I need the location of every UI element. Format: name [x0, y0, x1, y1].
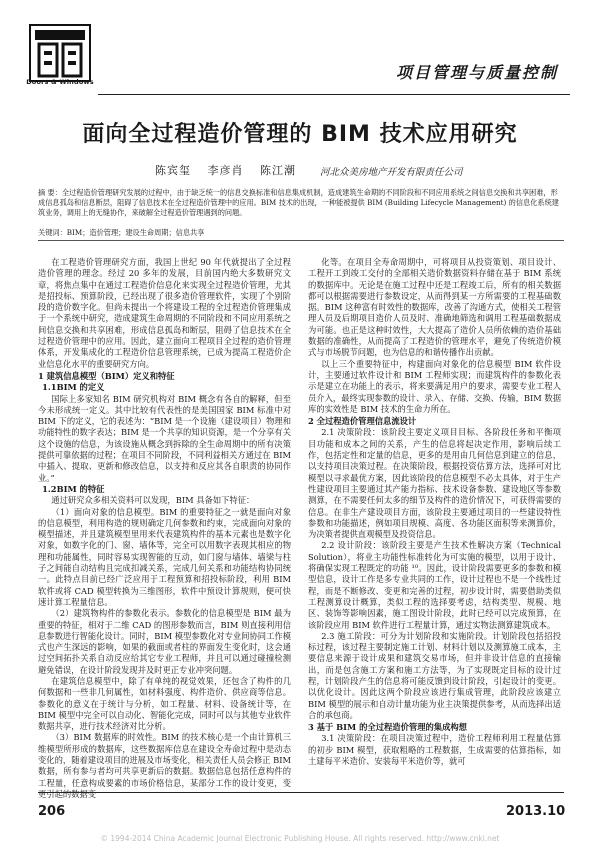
- section-heading: 1 建筑信息模型（BIM）定义和特征: [38, 370, 175, 381]
- paragraph: 2.2 设计阶段：该阶段主要是产生技术性解决方案（Technical Solution），将业主功能性标准转化为可实施的模型，以用于设计、将确保实现工程既定的功能 ¹⁰。因此，设计阶段需要更多的参数和模型信息，设计工作是多专业共同的工作，设计过程也不是一个线性过程，而是不断修改、变更和完善的过程，初步设计时，需要借助类似工程测算设计概算，类似工程的选择要考虑，结构类型、规模、地区、装饰等影响因素，施工图设计阶段，此时已经可以完成预算，在该阶段应用 BIM 软件进行工程量计算，通过实物法测算建筑成本。: [308, 540, 561, 630]
- affiliation: 河北众美房地产开发有限责任公司: [320, 167, 463, 178]
- footer-rule: [38, 792, 564, 793]
- paragraph: （2）建筑物构件的参数化表示。参数化的信息模型是 BIM 最为重要的特征，相对于二维 CAD 的图形参数而言，BIM 则直接利用信息参数进行智能化设计。同时，BIM 模型参数化对专业间协同工作模式也产生深远的影响，如果的截面或者柱的界面发生变化时，这会通过空间拓扑关系自动反应给其它专业工程师，并且可以通过碰撞检测避免错误，在设计阶段发现并及时更正专业冲突问题。: [38, 608, 291, 675]
- paragraph: 2.1 决策阶段：该阶段主要定义项目目标、各阶段任务和平衡项目功能和成本之间的关系，产生的信息将起决定作用，影响后续工作，包括定性和定量的信息，更多的是用由几何信息到建立的信息，以支持项目决策过程。在决策阶段，根据投资估算方法，选择可对比模型以寻求最优方案，因此该阶段的信息模型不必太具体，对于生产性建设项目主要通过其产能力指标、技术设备参数、建设地区等参数测算，在不需要任何太多的细节及构件的造价情况下，可获得需要的信息。在非生产建设项目方面，该阶段主要通过项目的一些建设特性参数和功能描述，例如项目规模、高度、各功能区面积等来测算价，为决策者提供直观模型及投资信息。: [308, 427, 561, 540]
- logo-subtitle: Doors & Windows: [26, 78, 94, 86]
- paragraph: 通过研究众多相关资料可以发现，BIM 具备如下特征：: [51, 495, 255, 506]
- section-title: 项目管理与质量控制: [396, 63, 559, 82]
- paragraph: 在建筑信息模型中，除了有单纯的视觉效果，还包含了构件的几何数据和一些非几何属性，如材料强度、构件造价、供应商等信息。参数化的意义在于统计与分析，如工程量、材料、设备统计等，在 BIM 模型中完全可以自动化、智能化完成，同时可以与其他专业软件数据共享，进行技术经济对比分析。: [38, 675, 291, 732]
- paragraph: （1）面向对象的信息模型。BIM 的重要特征之一就是面向对象的信息模型，利用构造的规则确定几何参数和约束，完成面向对象的模型描述，并且建筑模型里用来代表建筑构件的基本元素也是数字化对象，如数字化的门、窗、墙体等，完全可以用数字表现其相应的物理和功能属性，同时容易实现智能的互动，如门窗与墙体、墙梁与柱子之间能自动结构且完成扣减关系，完成几何关系和功能结构协同统一。此特点目前已经广泛应用于工程预算和招投标阶段，利用 BIM 软件或将 CAD 模型转换为三维图形，软件中预设计算规则，便可快速计算工程量信息。: [38, 506, 291, 607]
- page-number: 206: [38, 804, 66, 819]
- paragraph: 以上三个重要特征中，构建面向对象化的信息模型 BIM 软件设计，主要通过软件设计和 BIM 工程师实现；而建筑构件的参数化表示是建立在功能上的表示，将来要满足用户的要求，需要专业工程人员介入，最终实现参数的设计、录入、存储、交换、传输，BIM 数据库的实效性是 BIM 技术的生命力所在。: [308, 358, 561, 414]
- section-heading: 1.1BIM 的定义: [42, 382, 105, 393]
- paragraph: 2.3 施工阶段：可分为计划阶段和实施阶段。计划阶段包括招投标过程，该过程主要制定施工计划、材料计划以及测算施工成本，主要信息来源于设计成果和建筑交易市场，但并非设计信息的直接输出，而是包含施工方案和施工方法等，为了实现既定目标的设计过程，计划阶段产生的信息将可能反馈到设计阶段，引起设计的变更。以优化设计。因此这两个阶段应该进行集成管理，此阶段应该建立 BIM 模型的展示和自动计量功能为业主决策提供参考，从而选择出适合的承包商。: [308, 630, 561, 720]
- keywords: 关键词：BIM；造价管理；建设生命周期；信息共享: [38, 228, 205, 237]
- paragraph: 在工程造价管理研究方面，我国上世纪 90 年代就提出了全过程造价管理的理念。经过 20 多年的发展，目前国内绝大多数研究文章，将焦点集中在通过工程造价信息化来实现全过程造价管理，尤其是招投标、预算阶段，已经出现了很多造价管理软件，实现了个别阶段的造价数字化。但尚未提出一个将建设工程的全过程造价管理集成于一个系统中研究，造成建筑生命周期的不同阶段和不同应用系统之间信息交换和共享困难，形成信息孤岛和断层，阻碍了信息技术在全过程造价管理中的应用。因此，建立面向工程项目全过程的造价管理体系，开发集成化的工程造价信息管理系统，已成为提高工程造价企业信息化水平的重要研究方向。: [38, 257, 291, 369]
- section-heading: 1.2BIM 的特征: [42, 483, 105, 494]
- journal-logo: [29, 24, 91, 82]
- article-title: 面向全过程造价管理的 BIM 技术应用研究: [82, 122, 518, 147]
- right-column: [308, 257, 561, 767]
- abstract: 摘 要：全过程造价管理研究发展的过程中，由于缺乏统一的信息交换标准和信息集成机制，造成建筑生命期的不同阶段和不同应用系统之间信息交换和共享困难，形成信息孤岛和信息断层，阻碍了信息技术在全过程造价管理中的应用。BIM 技术的出现，一种能被提供 BIM (Building Lifecycle Management) 的信息化系统建筑业务，调用上的无缝协作，来破解全过程造价管理遇到的问题。: [38, 188, 559, 218]
- header-rule: [98, 94, 570, 95]
- section-heading: 3 基于 BIM 的全过程造价管理的集成构想: [308, 722, 467, 733]
- paragraph: （3）BIM 数据库的时效性。BIM 的技术核心是一个由计算机三维模型所形成的数据库，这些数据库信息在建设全寿命过程中是动态变化的，随着建设项目的进展及市场变化，相关责任人员会修正 BIM 数据，所有参与者均可共享更新后的数据。数据信息包括任意构件的工程量，任意构成要素的市场价格信息，某部分工作的设计变更，变更引起的数据变: [38, 732, 291, 799]
- authors: 陈宾玺 李彦肖 陈江潮: [155, 164, 296, 177]
- section-heading: 2 全过程造价管理信息流设计: [308, 416, 417, 427]
- issue-number: 2013.10: [506, 804, 566, 819]
- left-column: [38, 257, 291, 800]
- abstract-rule: [38, 240, 564, 241]
- copyright-notice: © 1994-2014 China Academic Journal Electronic Publishing House. All rights reserved. http://www.cnki.net: [100, 834, 500, 843]
- paragraph: 国际上多家知名 BIM 研究机构对 BIM 概念有各自的解释，但至今未形成统一定义。其中比较有代表性的是美国国家 BIM 标准中对 BIM 下的定义，它的表述为：“BIM 是一个设施（建设项目）物理和功能特性的数字表达；BIM 是一个共享的知识资源，是一个分享有关这个设施的信息，为该设施从概念到拆除的全生命周期中的所有决策提供可靠依据的过程；在项目不同阶段，不同利益相关方通过在 BIM 中插入、提取、更新和修改信息，以支持和反应其各自职责的协同作业。”: [38, 393, 291, 483]
- paragraph: 3.1 决策阶段：在项目决策过程中，造价工程师利用工程量估算的初步 BIM 模型，获取粗略的工程数据，生成需要的估算指标，如土建每平米造价、安装每平米造价等，就可: [308, 733, 561, 767]
- paragraph: 化等。在项目全寿命周期中，可将项目从投资策划、项目设计、工程开工到竣工交付的全部相关造价数据资料存储在基于 BIM 系统的数据库中。无论是在施工过程中还是工程竣工后，所有的相关数据都可以根据需要进行参数设定，从而得到某一方所需要的工程基础数据。BIM 这种富有时效性的数据库，改善了沟通方式，使相关工程管理人员及后期项目造价人员及时、准确地筛选和调用工程基础数据成为可能。也正是这种时效性，大大提高了造价人员所依赖的造价基础数据的准确性，从而提高了工程造价的管理水平，避免了传统造价模式与市场脱节问题，也为信息的和谐传播作出贡献。: [308, 257, 561, 358]
